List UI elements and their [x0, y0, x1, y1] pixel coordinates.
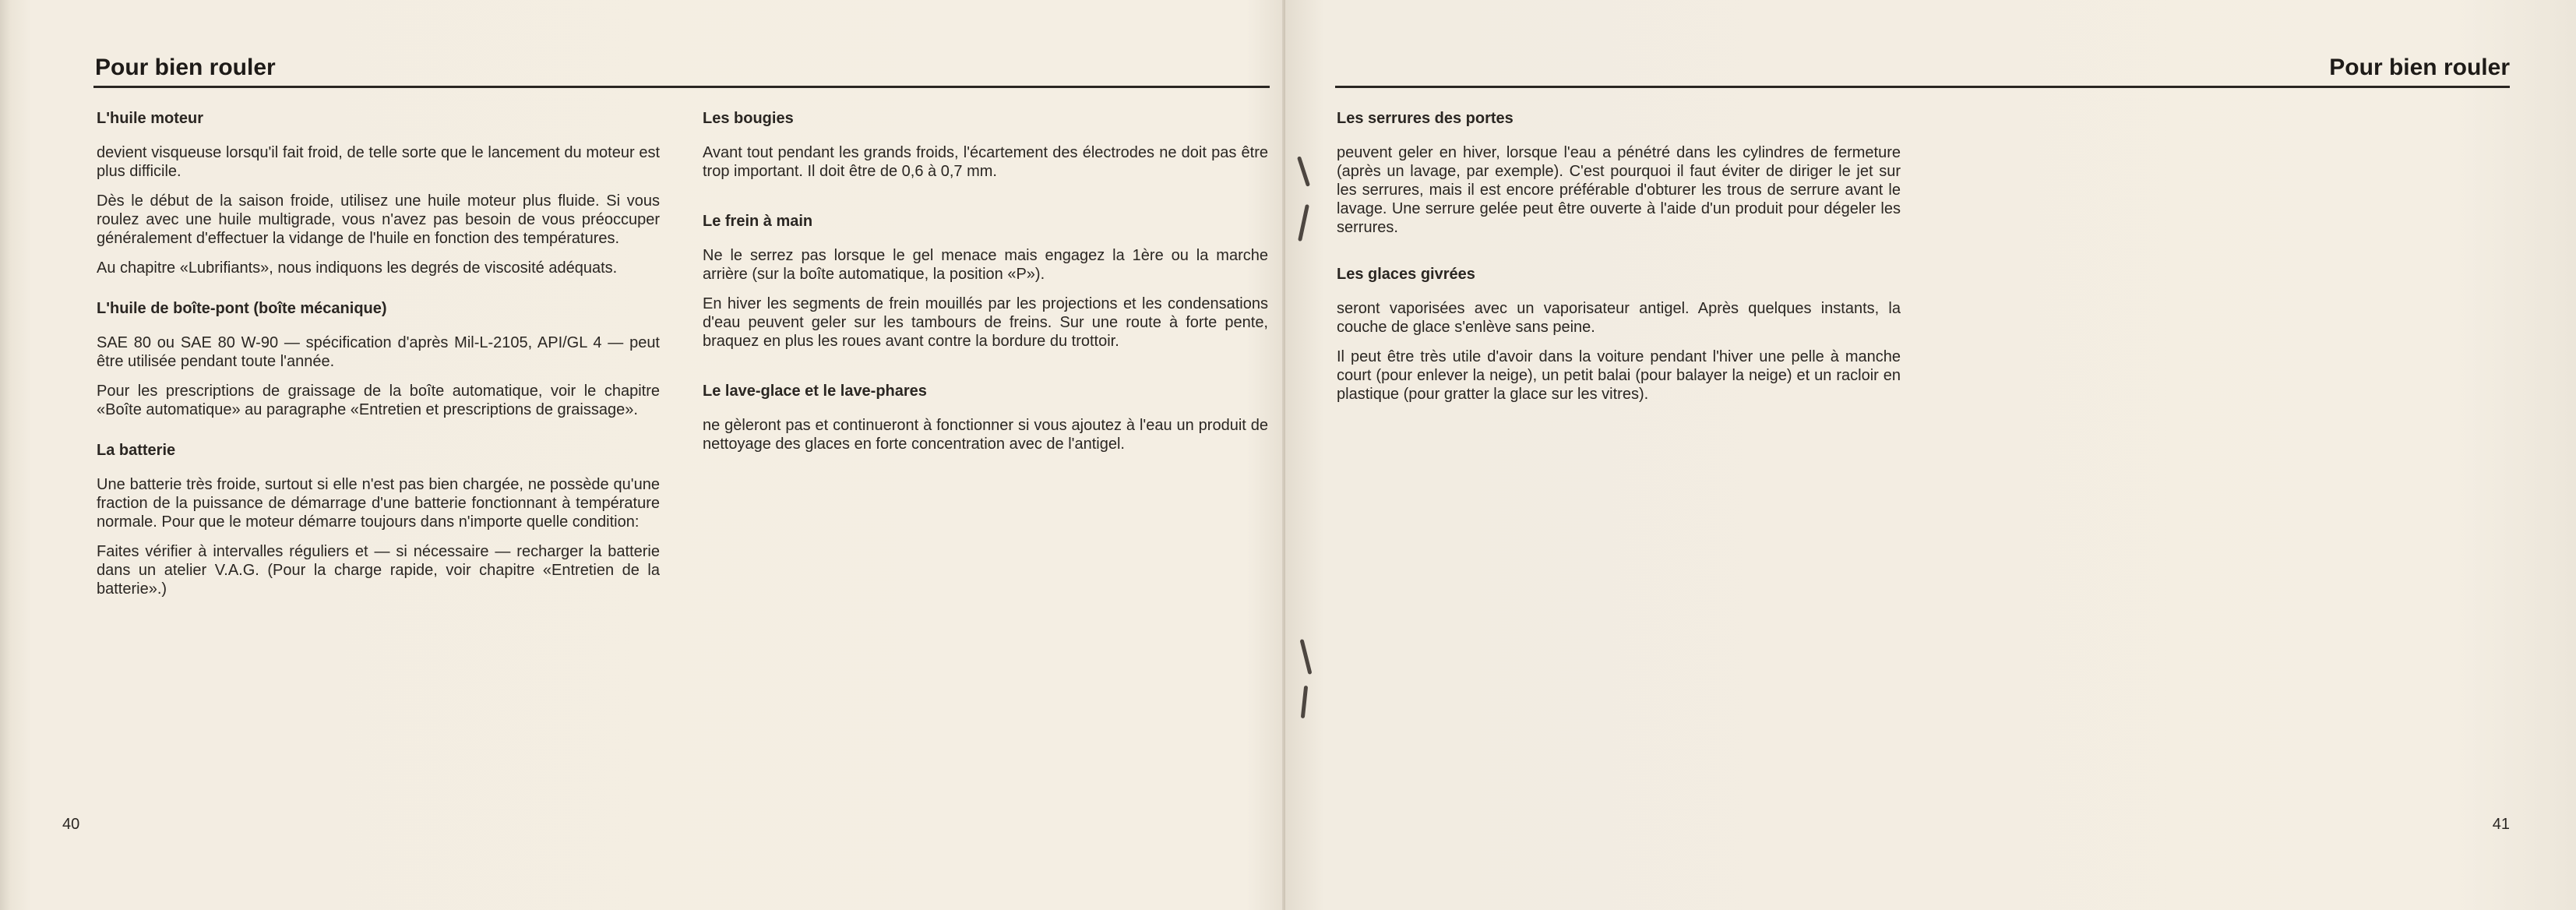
- paragraph: devient visqueuse lorsqu'il fait froid, de telle sorte que le lancement du moteur est plus difficile.: [97, 144, 660, 180]
- paragraph: Pour les prescriptions de graissage de la boîte automatique, voir le chapitre «Boîte automatique» au paragraphe «Entretien et prescriptions de graissage».: [97, 383, 660, 418]
- section-batterie: [97, 441, 660, 598]
- right-page: [1285, 0, 2576, 910]
- left-header-rule: [93, 86, 1270, 88]
- paragraph: Au chapitre «Lubrifiants», nous indiquons les degrés de viscosité adéquats.: [97, 259, 618, 277]
- section-heading: Le lave-glace et le lave-phares: [703, 383, 927, 400]
- section-heading: Le frein à main: [703, 213, 813, 230]
- paragraph: ne gèleront pas et continueront à fonctionner si vous ajoutez à l'eau un produit de nettoyage des glaces en forte concentration avec de l'antigel.: [703, 417, 1268, 453]
- paragraph: peuvent geler en hiver, lorsque l'eau a pénétré dans les cylindres de fermeture (après un lavage, par exemple). C'est pourquoi il faut éviter de diriger le jet sur les serrures, mais il est encore préférable d'obturer les trous de serrure avant le lavage. Une serrure gelée peut être ouverte à l'aide d'un produit pour dégeler les serrures.: [1337, 144, 1901, 236]
- left-page-header: Pour bien rouler: [95, 55, 276, 80]
- paragraph: Faites vérifier à intervalles réguliers et — si nécessaire — recharger la batterie dans un atelier V.A.G. (Pour la charge rapide, voir chapitre «Entretien de la batterie».): [97, 543, 660, 598]
- paragraph: seront vaporisées avec un vaporisateur antigel. Après quelques instants, la couche de glace s'enlève sans peine.: [1337, 300, 1901, 336]
- section-bougies: [703, 109, 1268, 181]
- left-page: [0, 0, 1285, 910]
- section-lave-glace: [703, 382, 1268, 453]
- section-frein-a-main: [703, 212, 1268, 351]
- right-column-1: [1337, 109, 1901, 425]
- section-heading: La batterie: [97, 442, 176, 459]
- paragraph: Ne le serrez pas lorsque le gel menace mais engagez la 1ère ou la marche arrière (sur la boîte automatique, la position «P»).: [703, 247, 1268, 283]
- section-glaces-givrees: [1337, 265, 1901, 404]
- left-column-2: [703, 109, 1268, 475]
- page-number-right: 41: [2492, 816, 2510, 833]
- section-huile-moteur: [97, 109, 660, 277]
- right-header-rule: [1335, 86, 2510, 88]
- section-serrures: [1337, 109, 1901, 237]
- paragraph: Une batterie très froide, surtout si elle n'est pas bien chargée, ne possède qu'une fraction de la puissance de démarrage d'une batterie fonctionnant à température normale. Pour que le moteur démarre toujours dans n'importe quelle condition:: [97, 476, 660, 531]
- section-heading: Les serrures des portes: [1337, 110, 1514, 127]
- section-heading: L'huile de boîte-pont (boîte mécanique): [97, 300, 387, 317]
- paragraph: Dès le début de la saison froide, utilisez une huile moteur plus fluide. Si vous roulez avec une huile multigrade, vous n'avez pas besoin de vous préoccuper généralement d'effectuer la vidange de l'huile en fonction des températures.: [97, 192, 660, 247]
- paragraph: En hiver les segments de frein mouillés par les projections et les condensations d'eau peuvent geler sur les tambours de freins. Sur une route à forte pente, braquez en plus les roues avant contre la bordure du trottoir.: [703, 295, 1268, 350]
- right-page-header: Pour bien rouler: [2329, 55, 2510, 80]
- paragraph: SAE 80 ou SAE 80 W-90 — spécification d'après Mil-L-2105, API/GL 4 — peut être utilisée pendant toute l'année.: [97, 334, 660, 370]
- section-huile-boite-pont: [97, 299, 660, 419]
- paragraph: Avant tout pendant les grands froids, l'écartement des électrodes ne doit pas être trop important. Il doit être de 0,6 à 0,7 mm.: [703, 144, 1268, 180]
- section-heading: L'huile moteur: [97, 110, 203, 127]
- page-number-left: 40: [62, 816, 80, 833]
- section-heading: Les glaces givrées: [1337, 266, 1475, 283]
- paragraph: Il peut être très utile d'avoir dans la voiture pendant l'hiver une pelle à manche court (pour enlever la neige), un petit balai (pour balayer la neige) et un racloir en plastique (pour gratter la glace sur les vitres).: [1337, 348, 1901, 403]
- left-column-1: [97, 109, 660, 620]
- section-heading: Les bougies: [703, 110, 794, 127]
